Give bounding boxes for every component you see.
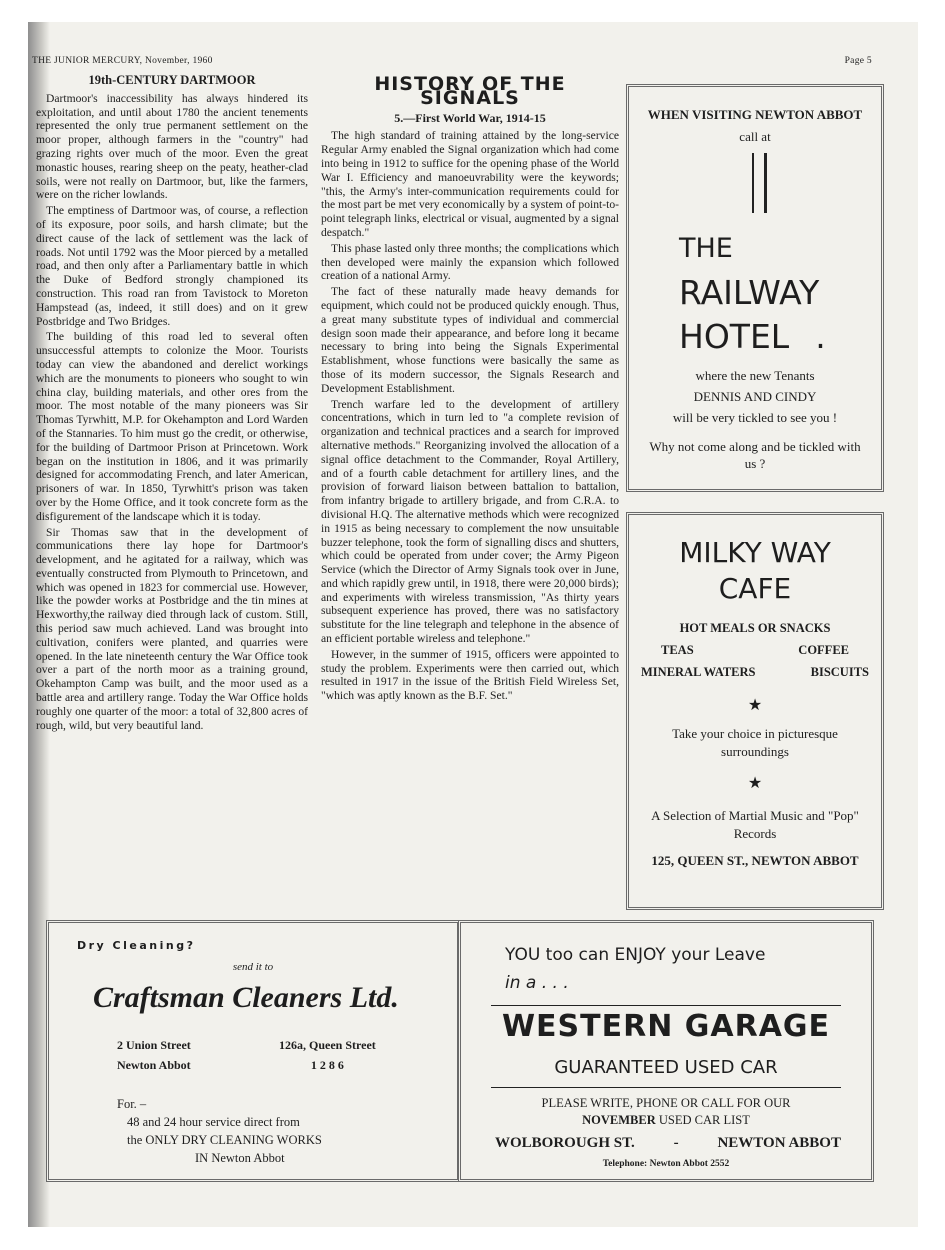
dartmoor-paragraph: The building of this road led to several often unsuccessful attempts to colonize the Moor. Tourists today can view the abandoned and derelict workings which are the monuments to pioneers who sought to win china clay, building materials, and other ores from the moor. The most notable of the many pioneers was Sir Thomas Tyrwhitt, M.P. for Okehampton and Lord Warden of the Stannaries. To him must go the credit, or otherwise, for the building of Dartmoor Prison at Princetown. Work began on the institution in 1806, and it was primarily designed for accommodating French, and later American, prisoners of war. In 1850, Tyrwhitt's prison was taken over by the Home Office, and it took concrete form as the disfigurement of the landscape which it is today. [36,330,308,523]
cafe-name-line: MILKY WAY [679,536,831,569]
article-signals [321,73,619,705]
cafe-offer-row [641,661,869,683]
railway-name-line: THE [679,233,733,264]
cafe-address: 125, QUEEN ST., NEWTON ABBOT [651,853,859,868]
railway-tickled: will be very tickled to see you ! [672,410,838,425]
garage-rule [491,1005,841,1006]
garage-street: WOLBOROUGH ST. [495,1135,635,1151]
signals-paragraph: However, in the summer of 1915, officers were appointed to study the problem. Experiments were then carried out, which resulted in 1917 in the issue of the British Field Wireless Set, "which was aptly known as the B.F. Set." [321,647,619,703]
cleaners-for: For. – [117,1097,147,1111]
cleaners-services [117,1095,322,1167]
cafe-name [629,535,881,607]
garage-dash: - [673,1135,679,1151]
article-dartmoor [36,74,308,734]
dartmoor-title: 19th-CENTURY DARTMOOR [88,73,256,87]
star-icon: ★ [747,697,763,714]
garage-list-month: NOVEMBER [582,1113,656,1127]
railway-details [629,365,881,472]
cafe-offer: BISCUITS [810,665,869,679]
railway-signal-mark [752,153,767,213]
signals-paragraph: The fact of these naturally made heavy demands for equipment, which could not be produced quickly enough. Thus, a great many substitute types of individual and commercial design soon made their appearance, and before long it became necessary to bring into being the Signals Experimental Establishment, whose functions were basically the same as those of its modern successor, the Signals Research and Development Establishment. [321,285,619,395]
garage-sub: GUARANTEED USED CAR [554,1057,778,1078]
cleaners-service-line: IN Newton Abbot [195,1151,285,1165]
craftsman-cleaners-ad [46,920,460,1182]
railway-tenants-line: where the new Tenants [695,368,815,383]
cafe-offer: COFFEE [798,643,849,657]
cafe-choice: Take your choice in picturesque surroundings [672,726,838,759]
cleaners-address-line: 126a, Queen Street [279,1038,376,1052]
cafe-offer-row [641,639,869,661]
masthead: THE JUNIOR MERCURY, November, 1960 [32,56,213,66]
railway-call-at: call at [739,129,771,144]
cleaners-send: send it to [232,961,274,973]
railway-name-hotel: HOTEL [679,317,790,356]
dartmoor-paragraph: Dartmoor's inaccessibility has always hindered its exploitation, and until about 1780 the ancient tenements represented the only true permanent settlement on the moor proper, although farmers in the "country" had grazing rights over much of the moor. Even the great monastic houses, rearing sheep on the peaty, heather-clad soils, were not really on Dartmoor, but, like the farmers, were on the richer lowlands. [36,91,308,202]
dartmoor-paragraph: Sir Thomas saw that in the development of communications there lay hope for Dartmoor's development, and he agitated for a railway, which was eventually constructed from Plymouth to Princetown, and which was opened in 1823 for commercial use. However, like the powder works at Postbridge and the tin mines at Hexworthy,the railway died through lack of custom. Still, this period saw much achieved. Land was brought into cultivation, conifers were planted, and quarries were opened. In the late nineteenth century the War Office took over a part of the north moor as a training ground, Okehampton Camp was built, and the moor used as a battle area and artillery range. Today the War Office holds roughly one quarter of the moor: a total of 32,800 acres of rough, wild, but very beautiful land. [36,525,308,732]
newspaper-page [28,22,918,1227]
cleaners-service-line: 48 and 24 hour service direct from [127,1115,300,1129]
cafe-music: A Selection of Martial Music and "Pop" Records [651,808,859,841]
railway-name [679,227,826,359]
railway-name-line: RAILWAY [679,273,820,312]
signals-title: HISTORY OF THE SIGNALS [374,73,566,109]
railway-question: Why not come along and be tickled with us ? [649,439,861,471]
signals-subtitle: 5.—First World War, 1914-15 [394,110,546,125]
dartmoor-paragraph: The emptiness of Dartmoor was, of course, a reflection of its exposure, poor soils, and harsh climate; but the direct cause of the lack of settlement was the lack of roads. Not until 1792 was the Moor pierced by a metalled road, and then only after a Parliamentary battle in which the Duke of Bedford strongly championed its construction. This road ran from Tavistock to Moreton Hampstead (as, indeed, it still does) and on it grew Postbridge and Two Bridges. [36,204,308,328]
page-number: Page 5 [844,56,872,66]
signals-paragraph: Trench warfare led to the development of artillery concentrations, which in turn led to "a complete revision of organization and technical practices and a search for improved alternative methods." Reorganizing involved the allocation of a signal office detachment to the Commander, Royal Artillery, and of a fourth cable detachment for artillery lines, and the provision of forward liaison between battalion to battalion, from infantry brigade to artillery brigade, and from C.R.A. to divisional H.Q. The alternative methods which were recognized in 1915 as being necessary to complement the now unsuitable buzzer telephone, took the form of signalling discs and shutters, which could be operated from under cover; the Army Pigeon Service (which the Director of Army Signals took over in June, and which rapidly grew until, in 1918, there were 20,000 birds); and experiments with wireless transmission, "As thirty years subsequent experience has proved, there was no satisfactory substitute for the line telegraph and telephone in the absence of an efficient portable wireless and telephone." [321,397,619,646]
garage-contact [461,1095,871,1129]
cleaners-question: Dry Cleaning? [77,939,196,952]
railway-name-line [679,315,826,359]
cafe-offers [629,617,881,683]
signals-paragraph: The high standard of training attained by the long-service Regular Army enabled the Signal organization which had come into being in 1912 to suffice for the opening phase of the World War I. Efficiency and manoeuvrability were the keywords; "this, the Army's inter-communication requirements could for the most part be met very economically by a system of point-to-point telegraph links, electrical or visual, augmented by a signal despatch." [321,129,619,239]
milky-way-cafe-ad [626,512,884,910]
garage-name: WESTERN GARAGE [501,1009,831,1044]
railway-intro: WHEN VISITING NEWTON ABBOT [647,107,863,122]
cleaners-address-line: 2 Union Street [117,1038,191,1052]
cafe-offer: TEAS [661,643,694,657]
cleaners-name: Craftsman Cleaners Ltd. [93,981,399,1014]
garage-list-rest: USED CAR LIST [658,1113,750,1127]
garage-contact-line: PLEASE WRITE, PHONE OR CALL FOR OUR [541,1096,791,1110]
garage-address [495,1135,841,1152]
cleaners-address-1 [117,1035,191,1075]
cafe-name-line: CAFE [718,572,792,605]
cleaners-address-2 [279,1035,376,1075]
railway-hotel-ad [626,84,884,492]
western-garage-ad [458,920,874,1182]
cleaners-service-line: the ONLY DRY CLEANING WORKS [127,1133,322,1147]
cleaners-address-line: Newton Abbot [117,1058,191,1072]
railway-tenants: DENNIS AND CINDY [693,389,817,404]
cafe-offer: MINERAL WATERS [641,665,756,679]
garage-list-line [461,1112,871,1129]
garage-tagline-line: in a . . . [505,973,569,993]
cleaners-phone: 1 2 8 6 [310,1058,344,1072]
garage-tagline [505,941,765,997]
garage-phone: Telephone: Newton Abbot 2552 [602,1159,730,1169]
star-icon: ★ [747,775,763,792]
garage-tagline-line: YOU too can ENJOY your Leave [505,945,766,965]
railway-name-dot: . [815,317,826,356]
signals-paragraph: This phase lasted only three months; the complications which then developed were mainly the expansion which followed creation of a national Army. [321,241,619,283]
cafe-offer: HOT MEALS OR SNACKS [679,621,831,635]
garage-rule [491,1087,841,1088]
garage-town: NEWTON ABBOT [717,1135,841,1151]
